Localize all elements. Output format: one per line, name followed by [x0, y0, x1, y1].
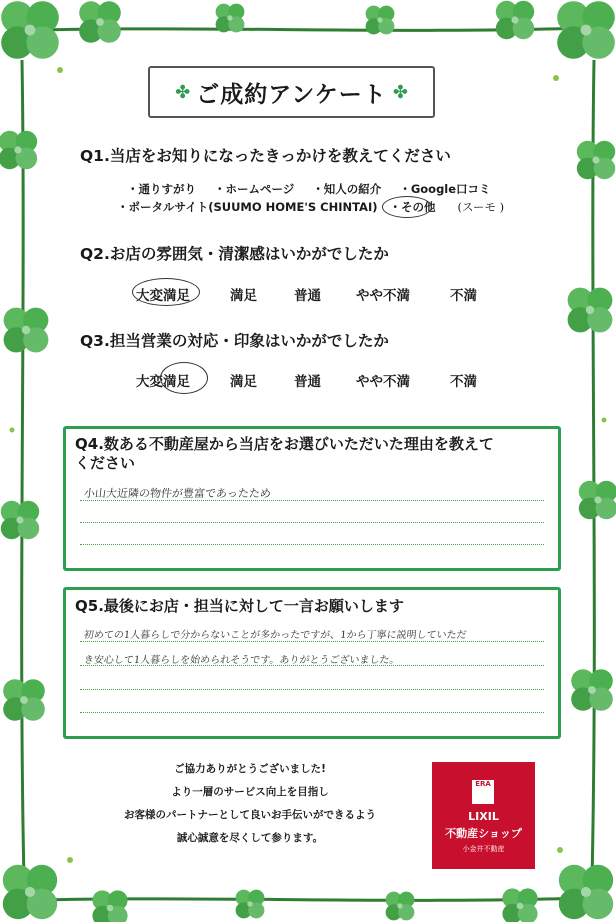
thank-you-message: [70, 758, 430, 850]
answer-line: [80, 544, 544, 545]
q5-answer-line2[interactable]: き安心して1人暮らしを始められそうです。ありがとうございました。: [83, 655, 400, 666]
q4-answer[interactable]: 小山大近隣の物件が豊富であったため: [83, 487, 272, 500]
clover-icon: ✤: [392, 81, 408, 103]
thanks-line2: より一層のサービス向上を目指し: [171, 786, 329, 798]
q1-options-row1: [127, 181, 505, 197]
q2-option-neutral[interactable]: 普通: [294, 288, 321, 304]
q2-option-dissatisfied[interactable]: 不満: [450, 288, 477, 304]
era-house-icon: ERA: [472, 780, 494, 804]
q1-options-row2: [117, 199, 518, 215]
q4-box: [63, 426, 561, 571]
logo-shop: 不動産ショップ: [445, 827, 522, 840]
page-title: ご成約アンケート: [196, 81, 387, 108]
q3-question: Q3.担当営業の対応・印象はいかがでしたか: [80, 332, 389, 350]
circle-mark: [160, 362, 208, 394]
circle-mark: [382, 196, 432, 218]
q5-question: Q5.最後にお店・担当に対して一言お願いします: [75, 597, 404, 615]
answer-line: [80, 641, 544, 642]
q3-option-satisfied[interactable]: 満足: [230, 374, 257, 390]
answer-line: [80, 500, 544, 501]
q3-option-slightly-dissatisfied[interactable]: やや不満: [356, 374, 410, 390]
answer-line: [80, 712, 544, 713]
q2-option-satisfied[interactable]: 満足: [230, 288, 257, 304]
q2-question: Q2.お店の雰囲気・清潔感はいかがでしたか: [80, 245, 389, 263]
logo-brand: LIXIL: [468, 810, 499, 823]
thanks-line3: お客様のパートナーとして良いお手伝いができるよう: [124, 809, 376, 821]
q4-question-line1: Q4.数ある不動産屋から当店をお選びいただいた理由を教えて: [75, 435, 494, 453]
q3-option-very-satisfied[interactable]: 大変満足: [136, 374, 190, 390]
logo-store-name: 小金井不動産: [462, 845, 505, 853]
q2-option-very-satisfied[interactable]: 大変満足: [136, 288, 190, 304]
option-other-answer: (スーモ ): [457, 200, 505, 214]
option-google-review[interactable]: ・Google口コミ: [399, 182, 491, 196]
answer-line: [80, 689, 544, 690]
lixil-era-logo: [432, 762, 535, 869]
option-portal-site[interactable]: ・ポータルサイト(SUUMO HOME'S CHINTAI): [117, 200, 378, 214]
option-referral[interactable]: ・知人の紹介: [312, 182, 382, 196]
answer-line: [80, 522, 544, 523]
q3-option-dissatisfied[interactable]: 不満: [450, 374, 477, 390]
q5-answer-line1[interactable]: 初めての1人暮らしで分からないことが多かったですが、1から丁寧に説明していただ: [83, 630, 468, 641]
circle-mark: [132, 278, 200, 306]
clover-icon: ✤: [175, 81, 191, 103]
q1-question: Q1.当店をお知りになったきっかけを教えてください: [80, 147, 451, 165]
option-homepage[interactable]: ・ホームページ: [214, 182, 295, 196]
q2-option-slightly-dissatisfied[interactable]: やや不満: [356, 288, 410, 304]
answer-line: [80, 665, 544, 666]
q4-question-line2: ください: [75, 454, 136, 472]
q3-option-neutral[interactable]: 普通: [294, 374, 321, 390]
option-walkby[interactable]: ・通りすがり: [127, 182, 196, 196]
option-other[interactable]: ・その他: [390, 200, 454, 214]
thanks-line1: ご協力ありがとうございました!: [174, 763, 326, 775]
title-box: [148, 66, 435, 118]
thanks-line4: 誠心誠意を尽くして参ります。: [176, 832, 324, 844]
q5-box: [63, 587, 561, 739]
